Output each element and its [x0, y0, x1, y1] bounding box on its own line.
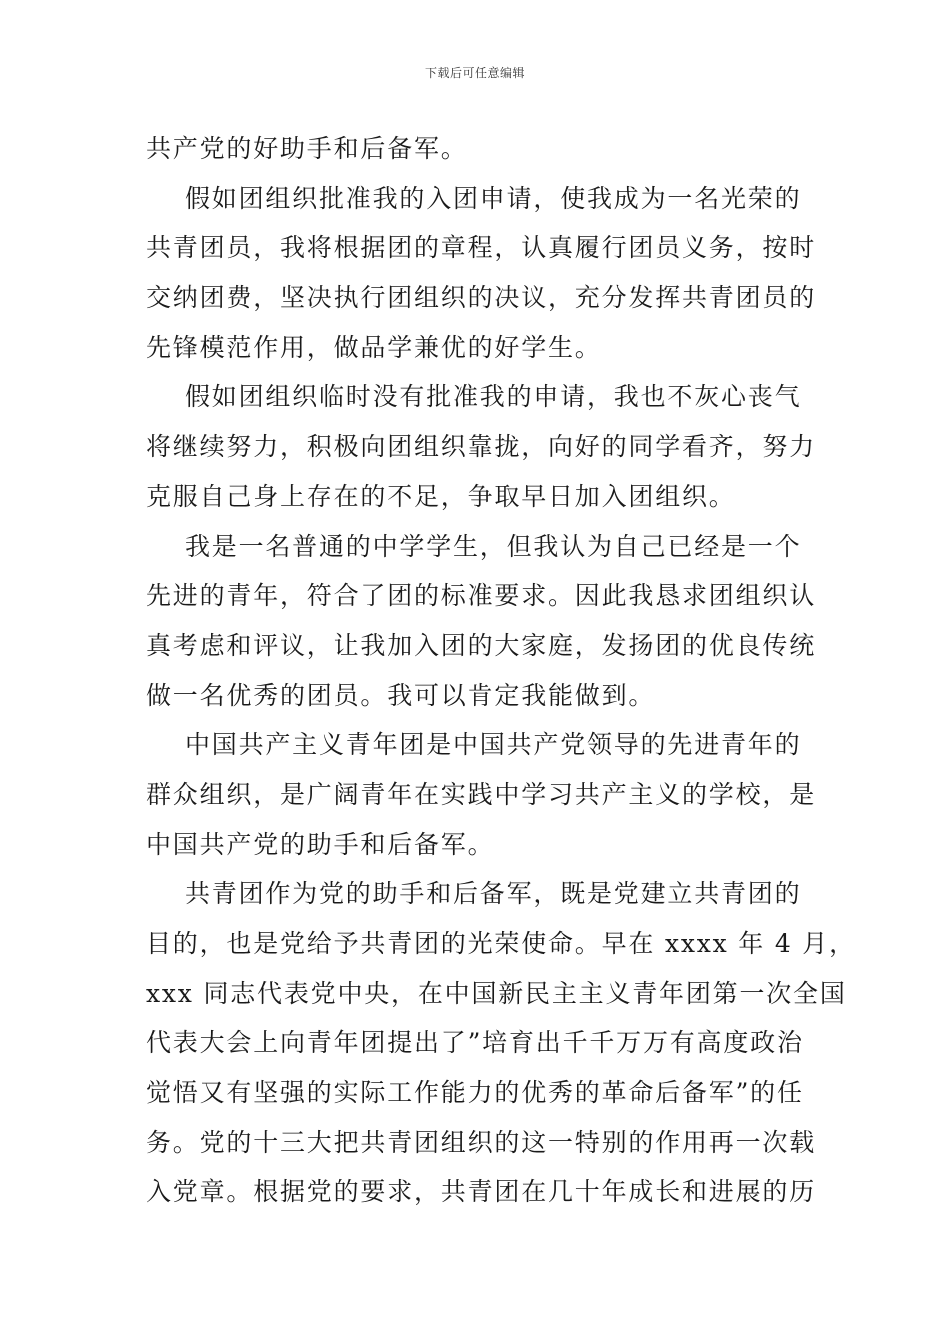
page-header: 下载后可任意编辑 — [424, 66, 525, 80]
text-line: 假如团组织批准我的入团申请，使我成为一名光荣的 — [146, 183, 802, 213]
text-line: 克服自己身上存在的不足，争取早日加入团组织。 — [146, 481, 736, 511]
text-line: 假如团组织临时没有批准我的申请，我也不灰心丧气 — [146, 382, 802, 412]
text-line: 代表大会上向青年团提出了”培育出千千万万有高度政治 — [146, 1028, 804, 1058]
text-line: 共产党的好助手和后备军。 — [146, 134, 468, 163]
text-line: 务。党的十三大把共青团组织的这一特别的作用再一次载 — [146, 1127, 817, 1157]
document-body — [146, 124, 856, 1217]
text-line: 真考虑和评议，让我加入团的大家庭，发扬团的优良传统 — [146, 630, 817, 660]
text-line: 交纳团费，坚决执行团组织的决议，充分发挥共青团员的 — [146, 283, 817, 313]
text-line: 将继续努力，积极向团组织靠拢，向好的同学看齐，努力 — [146, 432, 817, 462]
text-line: 入党章。根据党的要求，共青团在几十年成长和进展的历 — [146, 1177, 817, 1207]
text-line: 目的，也是党给予共青团的光荣使命。早在 xxxx 年 4 月， — [146, 929, 856, 958]
text-line: 共青团作为党的助手和后备军，既是党建立共青团的 — [146, 879, 802, 909]
text-line: 群众组织，是广阔青年在实践中学习共产主义的学校，是 — [146, 779, 817, 809]
text-line: 我是一名普通的中学学生，但我认为自己已经是一个 — [146, 531, 802, 561]
text-line: 觉悟又有坚强的实际工作能力的优秀的革命后备军”的任 — [146, 1078, 804, 1108]
text-line: xxx 同志代表党中央，在中国新民主主义青年团第一次全国 — [146, 978, 847, 1008]
text-line: 做一名优秀的团员。我可以肯定我能做到。 — [146, 680, 656, 710]
text-line: 共青团员，我将根据团的章程，认真履行团员义务，按时 — [146, 233, 817, 263]
text-line: 中国共产主义青年团是中国共产党领导的先进青年的 — [146, 730, 802, 760]
text-line: 中国共产党的助手和后备军。 — [146, 829, 495, 859]
text-line: 先锋模范作用，做品学兼优的好学生。 — [146, 332, 602, 362]
text-line: 先进的青年，符合了团的标准要求。因此我恳求团组织认 — [146, 581, 817, 611]
